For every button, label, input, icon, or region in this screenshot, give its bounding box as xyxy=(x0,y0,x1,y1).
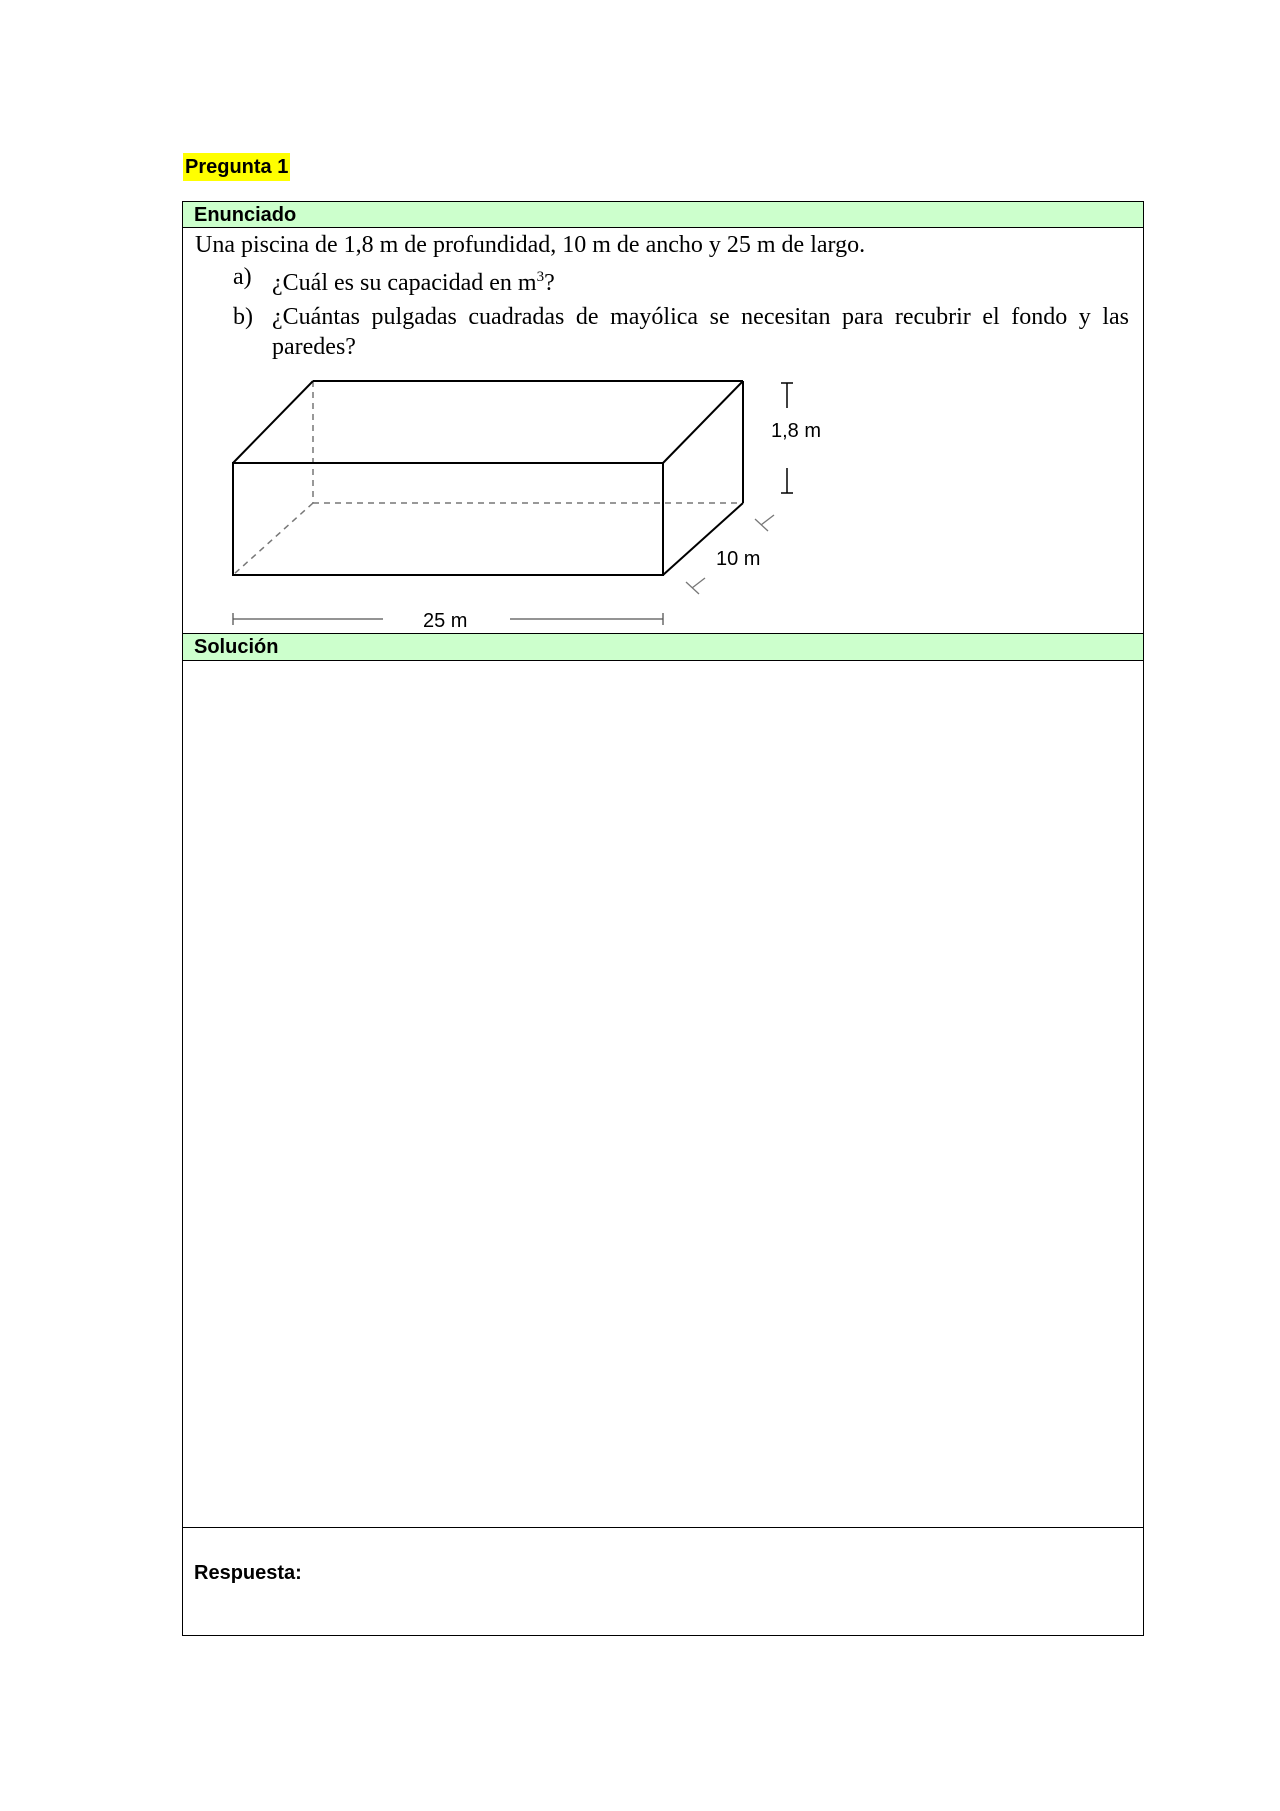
question-text: ¿Cuántas pulgadas cuadradas de mayólica se necesitan para recubrir el fondo y las paredes? xyxy=(272,304,1129,360)
height-label: 1,8 m xyxy=(771,420,822,442)
top-right-edge xyxy=(663,381,743,463)
question-text: ¿Cuál es su capacidad en m xyxy=(272,270,537,296)
width-label: 10 m xyxy=(716,548,761,570)
superscript: 3 xyxy=(536,269,545,285)
respuesta-row xyxy=(183,1527,1143,1635)
question-marker: b) xyxy=(233,304,253,330)
statement-intro: Una piscina de 1,8 m de profundidad, 10 m de ancho y 25 m de largo. xyxy=(195,232,866,258)
respuesta-label: Respuesta: xyxy=(194,1562,302,1584)
width-dimension-line xyxy=(761,515,774,525)
hidden-edge xyxy=(233,503,313,575)
question-title: Pregunta 1 xyxy=(183,153,290,181)
front-face xyxy=(233,463,663,575)
top-left-edge xyxy=(233,381,313,463)
width-dimension-line xyxy=(692,578,705,588)
question-text-end: ? xyxy=(544,270,555,296)
question-item-a xyxy=(195,262,1129,298)
question-marker: a) xyxy=(233,264,252,290)
solucion-header: Solución xyxy=(183,633,1143,661)
enunciado-header: Enunciado xyxy=(183,202,1143,228)
question-table xyxy=(182,201,1144,1636)
length-label: 25 m xyxy=(423,610,468,632)
pool-prism-figure xyxy=(183,342,1143,642)
